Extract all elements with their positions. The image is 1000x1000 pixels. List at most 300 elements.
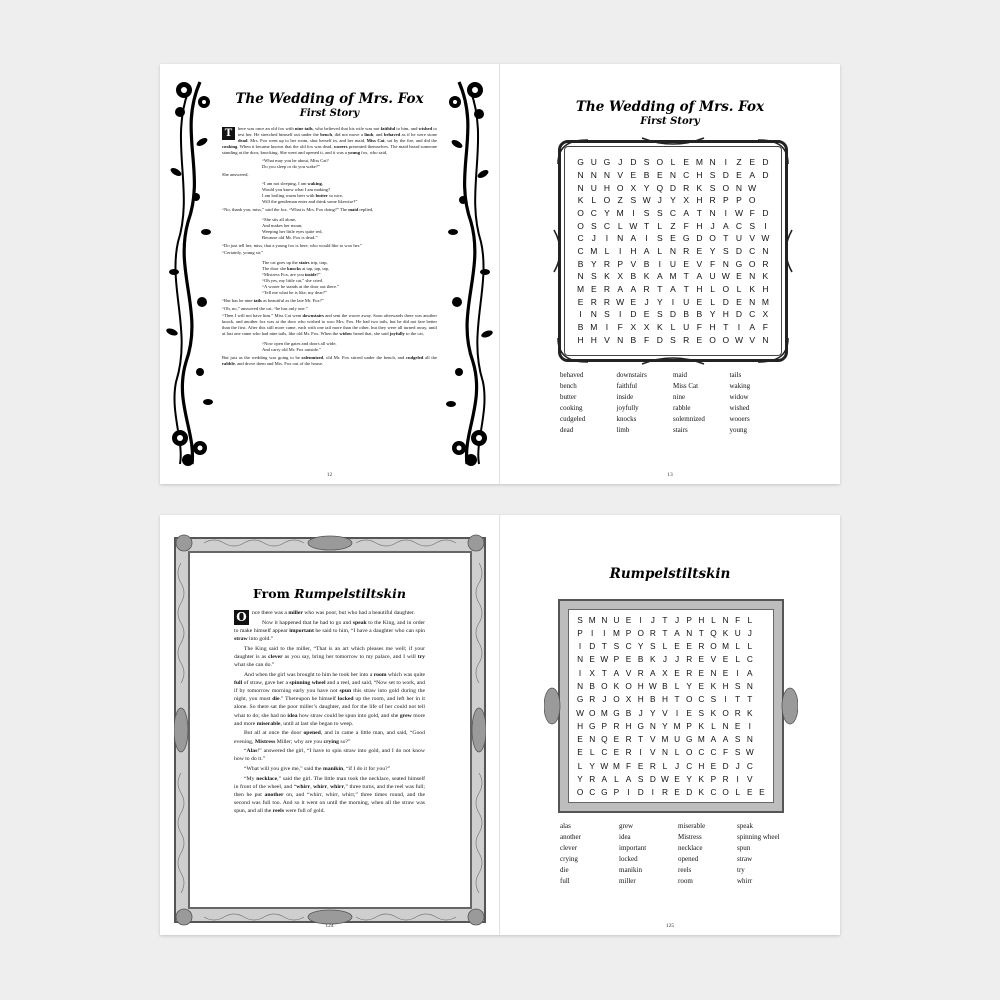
grid-letter: B [577, 321, 584, 332]
grid-letter: G [603, 157, 611, 168]
grid-letter: E [674, 667, 680, 678]
word-list-item: manikin [619, 866, 642, 874]
grid-letter: Z [736, 157, 742, 168]
grid-letter: K [613, 681, 620, 692]
grid-letter: J [602, 694, 607, 705]
grid-letter: C [746, 654, 753, 665]
grid-letter: M [590, 245, 598, 256]
grid-letter: E [698, 681, 705, 692]
word-search-grid [574, 613, 768, 799]
grid-letter: N [590, 169, 597, 180]
story-paragraph: But all at once the door opened, and in came a little man, and said, “Good evening, Mistress Miller; why are you crying so?” [234, 730, 425, 745]
grid-letter: L [617, 220, 623, 231]
grid-letter: S [709, 182, 716, 193]
grid-letter: S [656, 309, 663, 320]
grid-letter: Z [670, 220, 676, 231]
grid-letter: D [735, 309, 743, 320]
grid-letter: J [662, 654, 668, 665]
page-number: 125 [665, 923, 675, 929]
grid-letter: S [656, 207, 663, 218]
word-list-item: inside [616, 393, 634, 401]
grid-letter: E [736, 169, 742, 180]
grid-letter: B [630, 334, 637, 345]
grid-letter: U [590, 157, 597, 168]
grid-letter: O [637, 627, 644, 638]
word-list-item: limb [616, 426, 630, 434]
grid-letter: R [603, 283, 611, 294]
grid-letter: C [735, 220, 743, 231]
grid-letter: Y [662, 720, 668, 731]
grid-letter: K [698, 720, 705, 731]
grid-letter: E [696, 296, 703, 307]
verse-line: “A wooer he stands at the door out there.” [262, 284, 340, 290]
rose-vine-left-ornament [166, 72, 218, 470]
grid-letter: D [735, 245, 743, 256]
grid-letter: S [637, 774, 644, 785]
grid-letter: N [749, 271, 756, 282]
grid-letter: H [722, 681, 729, 692]
grid-letter: C [686, 760, 693, 771]
grid-letter: A [670, 283, 676, 294]
grid-letter: U [590, 182, 597, 193]
grid-letter: N [603, 169, 611, 180]
grid-letter: I [639, 614, 642, 625]
grid-letter: N [710, 667, 717, 678]
grid-letter: F [735, 614, 741, 625]
grid-letter: S [643, 207, 650, 218]
grid-letter: E [747, 787, 753, 798]
grid-letter: R [686, 667, 693, 678]
grid-letter: T [674, 694, 680, 705]
grid-letter: W [576, 707, 584, 718]
grid-letter: P [625, 627, 632, 638]
puzzle-title: The Wedding of Mrs. Fox [575, 99, 765, 115]
grid-letter: O [722, 707, 729, 718]
grid-letter: T [657, 283, 663, 294]
grid-letter: L [577, 760, 583, 771]
grid-letter: P [710, 774, 717, 785]
grid-letter: F [709, 258, 716, 269]
grid-letter: W [600, 654, 609, 665]
grid-letter: A [601, 774, 608, 785]
word-list-item: miserable [678, 822, 706, 830]
grid-letter: M [588, 614, 596, 625]
rose-vine-right-ornament [441, 72, 493, 470]
grid-letter: L [710, 283, 715, 294]
word-list-item: joyfully [616, 404, 639, 412]
story-paragraph: “What will you give me,” said the manikin, “if I do it for you?” [244, 766, 391, 772]
story-text [234, 609, 425, 891]
grid-letter: E [696, 334, 703, 345]
grid-letter: B [625, 707, 632, 718]
grid-letter: J [618, 157, 623, 168]
grid-letter: Y [656, 296, 663, 307]
grid-letter: N [577, 169, 584, 180]
grid-letter: A [613, 667, 620, 678]
grid-letter: Y [709, 309, 716, 320]
grid-letter: D [637, 787, 644, 798]
grid-letter: U [613, 614, 620, 625]
grid-letter: B [589, 681, 595, 692]
grid-letter: X [662, 667, 668, 678]
grid-letter: S [749, 220, 756, 231]
grid-letter: N [709, 157, 716, 168]
grid-letter: E [577, 734, 583, 745]
grid-letter: R [709, 195, 716, 206]
grid-letter: O [709, 233, 716, 244]
page-number: 12 [326, 472, 333, 478]
story-paragraph: “Certainly, young sir.” [222, 250, 264, 256]
grid-letter: I [671, 296, 675, 307]
story-paragraph: The King said to the miller, “That is an art which pleases me well; if your daughter is as clever as you say, bring her tomorrow to my palace, and I will try what she can do.” [234, 645, 425, 668]
grid-letter: H [625, 720, 632, 731]
word-list-item: idea [619, 833, 631, 841]
word-list-item: solemnized [673, 415, 705, 423]
grid-letter: F [643, 334, 650, 345]
grid-letter: A [650, 667, 656, 678]
grid-letter: M [600, 707, 608, 718]
grid-letter: D [686, 787, 693, 798]
grid-letter: A [749, 321, 756, 332]
grid-letter: A [643, 245, 650, 256]
grid-letter: E [625, 614, 632, 625]
grid-letter: J [644, 296, 649, 307]
grid-letter: S [650, 641, 656, 652]
story-paragraph: “Alas!” answered the girl, “I have to spin straw into gold, and I do not know how to do it.” [234, 748, 425, 763]
grid-letter: E [656, 169, 663, 180]
grid-letter: L [747, 614, 753, 625]
grid-letter: O [685, 694, 693, 705]
verse-line: I am boiling warm beer with butter so nice, [262, 193, 344, 199]
grid-letter: H [577, 334, 584, 345]
grid-letter: D [762, 207, 769, 218]
grid-letter: A [630, 233, 637, 244]
story-paragraphs [234, 609, 425, 816]
grid-letter: L [711, 720, 716, 731]
grid-letter: S [643, 157, 650, 168]
grid-letter: I [736, 774, 739, 785]
grid-letter: J [674, 654, 680, 665]
word-list-item: Miss Cat [673, 382, 699, 390]
grid-letter: M [761, 296, 769, 307]
grid-letter: X [630, 182, 637, 193]
grid-letter: K [749, 283, 756, 294]
verse-line: Would you know what I am making? [262, 187, 331, 193]
grid-letter: S [734, 734, 741, 745]
grid-letter: D [669, 182, 677, 193]
grid-letter: M [697, 734, 705, 745]
grid-letter: J [591, 233, 596, 244]
grid-letter: N [722, 720, 729, 731]
word-list-item: alas [560, 822, 571, 830]
word-list-item: whirr [737, 877, 753, 885]
grid-letter: C [710, 747, 717, 758]
grid-letter: I [578, 667, 582, 678]
grid-letter: U [709, 271, 716, 282]
grid-letter: E [722, 654, 729, 665]
story-text [222, 126, 437, 464]
grid-letter: O [748, 258, 756, 269]
story-paragraph: “No, thank you, miss,” said the fox. “What is Mrs. Fox doing?” The maid replied, [222, 207, 374, 213]
grid-letter: V [650, 747, 656, 758]
grid-letter: Q [710, 627, 717, 638]
word-list-item: locked [619, 855, 638, 863]
grid-letter: M [590, 321, 598, 332]
verse-line: The door she knocks at tap, tap, tap, [262, 265, 330, 271]
grid-letter: Y [637, 641, 644, 652]
grid-letter: M [673, 720, 681, 731]
grid-letter: N [669, 169, 677, 180]
grid-letter: S [722, 245, 729, 256]
grid-letter: H [577, 720, 584, 731]
grid-letter: N [709, 207, 716, 218]
grid-letter: E [590, 283, 597, 294]
grid-letter: A [617, 283, 624, 294]
verse-line: “What may you be about, Miss Cat? [262, 157, 329, 163]
grid-letter: I [639, 747, 642, 758]
grid-letter: V [650, 734, 656, 745]
word-list-item: nine [673, 393, 686, 401]
word-list-item: crying [560, 855, 578, 863]
grid-letter: Y [604, 207, 610, 218]
word-list-item: maid [673, 371, 687, 379]
grid-letter: N [746, 734, 753, 745]
grid-letter: L [604, 245, 610, 256]
word-list-item: necklace [678, 844, 703, 852]
grid-letter: C [710, 787, 717, 798]
grid-letter: H [661, 694, 668, 705]
story-paragraph: But just as the wedding was going to be solemnized, old Mr. Fox stirred under the bench, and cudgeled all the rabble, and drove them and Mrs. Fox out of the house. [222, 354, 437, 366]
grid-letter: D [722, 296, 729, 307]
grid-letter: J [735, 760, 740, 771]
story-paragraph: “Then I will not have him.” Miss Cat went downstairs and sent the wooer away. Soon afterwards there was another knock, and another fox was at the door who wished to woo Mrs. Fox. He had two tails, but he did not fare better than the first. After this still more came, each with one tail more than the other, but they were all turned away, until at last one came who had nine tails, like old Mr. Fox. When the widow heard that, she said joyfully to the cat, [222, 313, 437, 337]
word-list-item: dead [560, 426, 574, 434]
grid-letter: R [762, 258, 769, 269]
verse-line: “She sits all alone, [262, 216, 297, 222]
grid-letter: C [669, 207, 677, 218]
verse-line: Because old Mr. Fox is dead.” [262, 234, 318, 240]
grid-letter: L [657, 245, 663, 256]
grid-letter: M [612, 627, 620, 638]
grid-letter: O [588, 707, 596, 718]
word-list-item: opened [678, 855, 699, 863]
word-list-item: wooers [729, 415, 750, 423]
grid-letter: H [696, 169, 703, 180]
grid-letter: K [747, 707, 753, 718]
grid-letter: N [577, 182, 584, 193]
grid-letter: O [722, 182, 730, 193]
grid-letter: K [577, 195, 584, 206]
word-search-grid [574, 156, 772, 346]
grid-letter: L [670, 321, 676, 332]
grid-letter: D [762, 169, 769, 180]
grid-letter: S [734, 681, 741, 692]
story-paragraph: nce there was a miller who was poor, but who had a beautiful daughter. [252, 610, 415, 616]
grid-letter: A [674, 627, 680, 638]
verse-line: And makes her moan, [262, 222, 303, 228]
grid-letter: N [669, 245, 677, 256]
grid-letter: E [698, 667, 705, 678]
grid-letter: W [761, 233, 770, 244]
grid-letter: R [649, 760, 656, 771]
word-list-item: tails [729, 371, 742, 379]
verse-line: “Now open the gates and doors all wide, [262, 340, 337, 346]
word-list-item: rabble [673, 404, 691, 412]
grid-letter: N [749, 296, 756, 307]
grid-letter: F [683, 220, 689, 231]
grid-letter: L [591, 195, 597, 206]
page-number: 124 [325, 923, 334, 929]
grid-letter: I [645, 233, 648, 244]
grid-letter: I [736, 667, 739, 678]
top-spread [160, 64, 840, 484]
grid-letter: I [579, 309, 582, 320]
grid-letter: T [735, 694, 741, 705]
story-paragraph: “My necklace,” said the girl. The little man took the necklace, seated himself in front of the wheel, and “whirr, whirr, whirr,” three turns, and the reel was full; then he put another on, and “whirr, whirr, whirr,” three times round, and the second was full too. And so it went on until the morning, when all the straw was spun, and all the reels were full of gold. [234, 775, 425, 815]
grid-letter: J [674, 614, 680, 625]
grid-letter: A [656, 271, 663, 282]
grid-letter: V [617, 169, 624, 180]
grid-letter: I [603, 627, 606, 638]
grid-letter: G [735, 258, 743, 269]
puzzle-subtitle: First Story [640, 116, 700, 127]
word-list-item: Mistress [678, 833, 702, 841]
grid-letter: C [589, 787, 596, 798]
grid-letter: E [589, 654, 595, 665]
grid-letter: H [709, 321, 716, 332]
verse-line: The cat goes up the stairs trip, trap, [262, 259, 328, 265]
grid-letter: E [577, 296, 584, 307]
grid-letter: H [722, 309, 729, 320]
grid-letter: Y [643, 182, 650, 193]
grid-letter: B [630, 271, 637, 282]
grid-letter: C [683, 169, 690, 180]
grid-letter: R [649, 627, 656, 638]
grid-letter: Y [589, 760, 595, 771]
grid-letter: G [682, 233, 690, 244]
grid-letter: I [748, 720, 751, 731]
grid-letter: C [603, 220, 611, 231]
grid-letter: L [747, 641, 753, 652]
grid-letter: C [590, 207, 597, 218]
grid-letter: T [747, 694, 753, 705]
grid-letter: O [656, 157, 664, 168]
grid-letter: O [601, 681, 608, 692]
grid-letter: K [656, 321, 663, 332]
grid-letter: W [616, 296, 625, 307]
grid-letter: V [696, 258, 703, 269]
grid-letter: M [669, 271, 677, 282]
grid-letter: R [637, 667, 644, 678]
grid-letter: Y [686, 774, 692, 785]
grid-letter: I [591, 627, 594, 638]
grid-letter: F [749, 207, 755, 218]
grid-letter: Y [590, 258, 597, 269]
grid-letter: Y [650, 707, 656, 718]
grid-letter: I [651, 787, 654, 798]
grid-letter: C [749, 245, 756, 256]
grid-letter: E [683, 157, 690, 168]
word-list-item: faithful [616, 382, 638, 390]
grid-letter: T [601, 641, 607, 652]
grid-letter: K [698, 787, 705, 798]
grid-letter: O [722, 283, 730, 294]
grid-letter: V [747, 774, 753, 785]
grid-letter: E [749, 157, 756, 168]
grid-letter: P [577, 627, 583, 638]
grid-letter: H [762, 283, 769, 294]
grid-letter: A [683, 207, 690, 218]
fox-story-page [160, 64, 500, 484]
grid-letter: B [643, 169, 650, 180]
grid-letter: T [683, 271, 689, 282]
grid-letter: R [589, 774, 596, 785]
grid-letter: O [616, 182, 624, 193]
grid-letter: T [662, 627, 668, 638]
grid-letter: O [613, 694, 620, 705]
grid-letter: E [630, 169, 637, 180]
grid-letter: J [710, 220, 715, 231]
grid-letter: C [749, 309, 756, 320]
grid-letter: S [734, 747, 741, 758]
grid-letter: N [577, 654, 584, 665]
grid-letter: I [578, 641, 582, 652]
grid-letter: P [686, 720, 692, 731]
grid-letter: C [577, 245, 584, 256]
grid-letter: T [638, 734, 644, 745]
grid-letter: I [632, 207, 635, 218]
page-title [200, 587, 459, 600]
grid-letter: R [625, 734, 632, 745]
grid-letter: O [709, 334, 716, 345]
grid-letter: E [674, 774, 680, 785]
grid-letter: W [648, 681, 657, 692]
grid-letter: H [590, 334, 597, 345]
grid-letter: I [658, 258, 661, 269]
grid-letter: S [613, 641, 620, 652]
grid-letter: B [662, 681, 668, 692]
word-list-item: clever [560, 844, 578, 852]
grid-letter: F [626, 760, 632, 771]
grid-letter: K [604, 271, 610, 282]
grid-letter: S [709, 169, 716, 180]
word-list-item: try [737, 866, 745, 874]
grid-letter: S [590, 271, 597, 282]
page-title: The Wedding of Mrs. Fox [235, 91, 424, 107]
grid-letter: S [698, 707, 705, 718]
title-main: Rumpelstiltskin [294, 586, 406, 601]
verse-line: Weeping her little eyes quite red, [262, 228, 323, 234]
grid-letter: V [625, 667, 632, 678]
grid-letter: G [577, 157, 584, 168]
grid-letter: F [696, 321, 702, 332]
grid-letter: I [619, 309, 622, 320]
grid-letter: L [736, 283, 742, 294]
grid-letter: A [747, 667, 753, 678]
grid-letter: O [685, 747, 693, 758]
grid-letter: D [649, 774, 656, 785]
grid-letter: Z [617, 195, 623, 206]
grid-letter: N [735, 182, 743, 193]
word-list-item: stairs [673, 426, 688, 434]
grid-letter: J [657, 195, 662, 206]
grid-letter: N [722, 614, 729, 625]
grid-letter: L [674, 681, 680, 692]
word-list-item: speak [737, 822, 753, 830]
grid-letter: X [630, 321, 637, 332]
grid-letter: H [630, 245, 637, 256]
grid-letter: I [619, 245, 622, 256]
